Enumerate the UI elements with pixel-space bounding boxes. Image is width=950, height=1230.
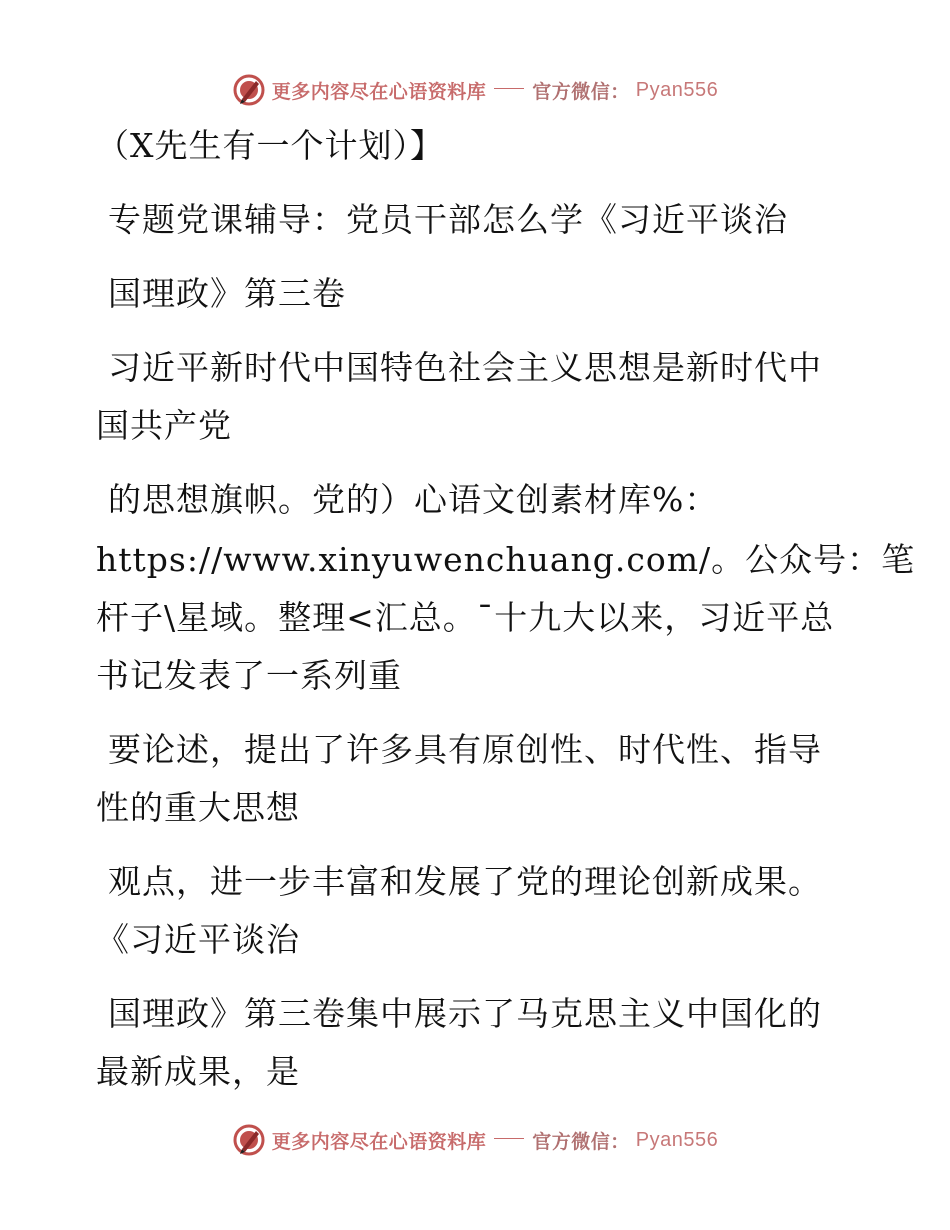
body-line-10: 要论述，提出了许多具有原创性、时代性、指导 — [108, 730, 822, 769]
header-banner-title: 更多内容尽在心语资料库 — [271, 80, 487, 103]
header-banner-wechat-label: 官方微信： — [532, 80, 630, 103]
footer-banner-wechat-label: 官方微信： — [532, 1130, 630, 1153]
body-line-2: 专题党课辅导：党员干部怎么学《习近平谈治 — [108, 200, 788, 239]
body-line-5: 国共产党 — [96, 406, 232, 445]
body-line-11: 性的重大思想 — [96, 788, 300, 827]
header-banner-wechat-id: Pyan556 — [635, 78, 719, 101]
body-line-15: 最新成果，是 — [96, 1052, 300, 1091]
body-line-7: https://www.xinyuwenchuang.com/。公众号：笔 — [96, 540, 916, 579]
footer-banner-dash — [494, 1138, 524, 1139]
pen-logo-icon — [232, 73, 266, 107]
body-line-14: 国理政》第三卷集中展示了马克思主义中国化的 — [108, 994, 822, 1033]
body-line-6: 的思想旗帜。党的）心语文创素材库%： — [108, 480, 719, 519]
body-line-3: 国理政》第三卷 — [108, 274, 346, 313]
pen-logo-icon — [232, 1123, 266, 1157]
header-banner-dash — [494, 88, 524, 89]
footer-banner-wechat-id: Pyan556 — [635, 1128, 719, 1151]
footer-banner — [0, 1120, 950, 1160]
body-line-9: 书记发表了一系列重 — [96, 656, 402, 695]
body-line-4: 习近平新时代中国特色社会主义思想是新时代中 — [108, 348, 822, 387]
header-banner — [0, 70, 950, 110]
footer-banner-title: 更多内容尽在心语资料库 — [271, 1130, 487, 1153]
body-line-13: 《习近平谈治 — [96, 920, 300, 959]
body-line-8: 杆子\星域。整理<汇总。¯十九大以来，习近平总 — [96, 598, 835, 637]
body-line-1: （X先生有一个计划）】 — [96, 126, 444, 165]
body-line-12: 观点，进一步丰富和发展了党的理论创新成果。 — [108, 862, 822, 901]
